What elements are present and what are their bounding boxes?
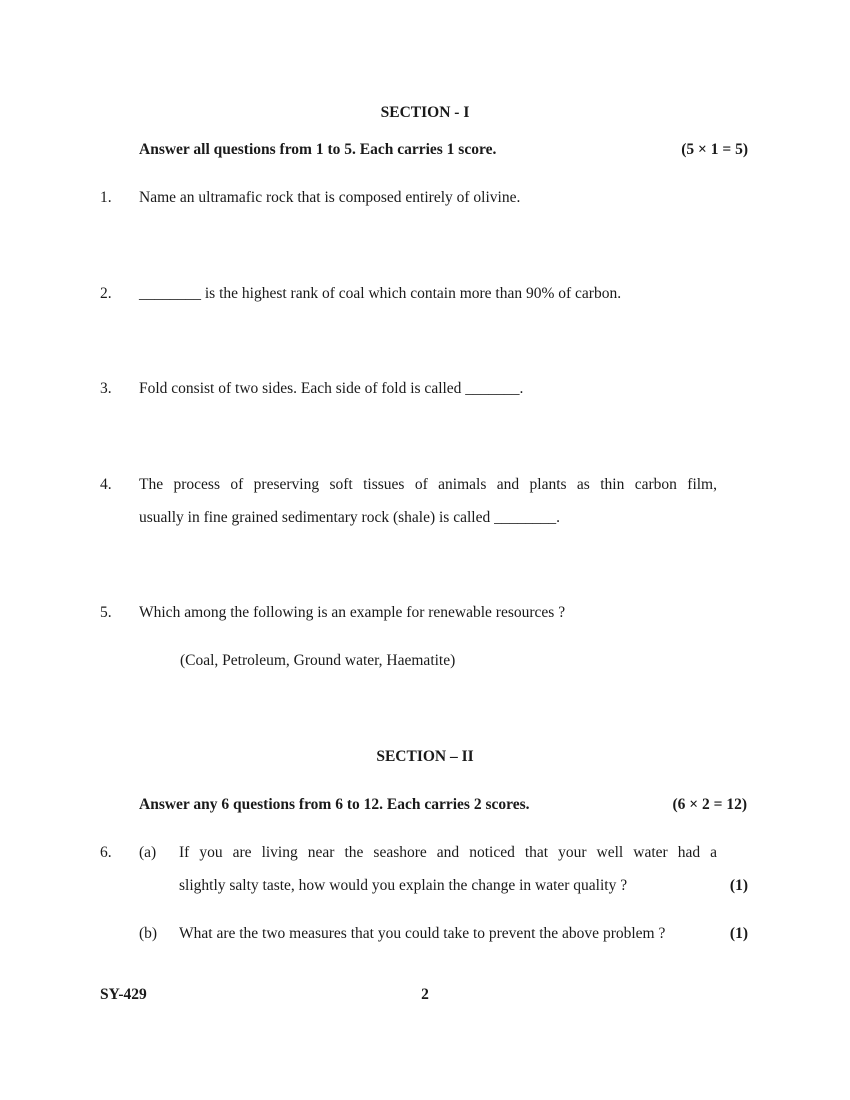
question-5-options: (Coal, Petroleum, Ground water, Haematite): [180, 652, 456, 669]
question-4-number: 4.: [100, 476, 112, 493]
question-6b-label: (b): [139, 925, 158, 942]
question-6-number: 6.: [100, 844, 112, 861]
section-1-instruction: Answer all questions from 1 to 5. Each carries 1 score.: [139, 141, 497, 158]
question-3-number: 3.: [100, 380, 112, 397]
question-6a-text-line-2: slightly salty taste, how would you explain the change in water quality ?: [179, 877, 628, 894]
question-3-text: Fold consist of two sides. Each side of fold is called _______.: [139, 380, 524, 397]
question-6a-label: (a): [139, 844, 157, 861]
question-2-text: ________ is the highest rank of coal which contain more than 90% of carbon.: [139, 285, 622, 302]
question-6a-score: (1): [729, 877, 748, 894]
footer-page-number: 2: [421, 986, 429, 1003]
section-2-marks: (6 × 2 = 12): [672, 796, 747, 813]
question-4-text-line-2: usually in fine grained sedimentary rock (shale) is called ________.: [139, 509, 560, 526]
question-1-text: Name an ultramafic rock that is composed entirely of olivine.: [139, 189, 521, 206]
footer-exam-code: SY-429: [100, 986, 147, 1003]
question-1-number: 1.: [100, 189, 112, 206]
section-2-title: SECTION – II: [376, 748, 474, 765]
question-4-text-line-1: The process of preserving soft tissues of animals and plants as thin carbon film,: [139, 476, 717, 493]
question-5-number: 5.: [100, 604, 112, 621]
section-2-instruction: Answer any 6 questions from 6 to 12. Each carries 2 scores.: [139, 796, 530, 813]
question-6b-score: (1): [729, 925, 748, 942]
question-5-text: Which among the following is an example for renewable resources ?: [139, 604, 566, 621]
section-1-title: SECTION - I: [380, 104, 470, 121]
question-2-number: 2.: [100, 285, 112, 302]
question-6a-text-line-1: If you are living near the seashore and noticed that your well water had a: [179, 844, 717, 861]
section-1-marks: (5 × 1 = 5): [681, 141, 748, 158]
question-6b-text: What are the two measures that you could take to prevent the above problem ?: [179, 925, 666, 942]
